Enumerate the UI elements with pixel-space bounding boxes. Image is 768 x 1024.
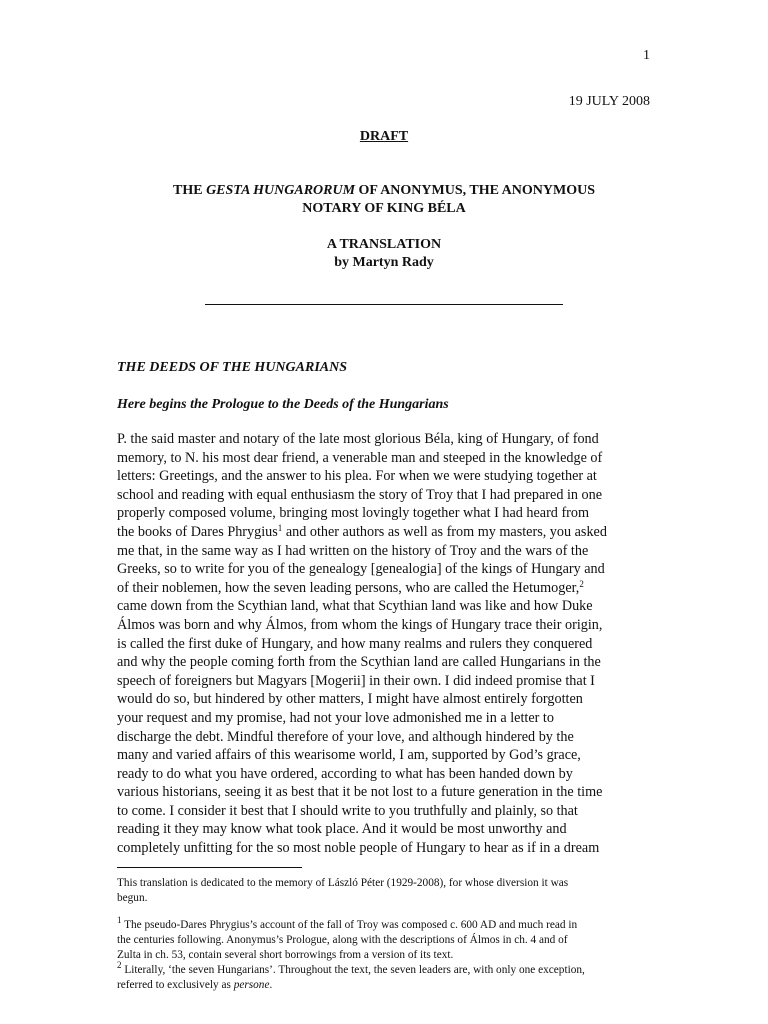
body-line-with-footnote: [117, 579, 653, 598]
footnote-italic-term: persone: [233, 979, 270, 991]
body-line: is called the first duke of Hungary, and how many realms and rulers they conquered: [117, 635, 593, 652]
body-line: Greeks, so to write for you of the genealogy [genealogia] of the kings of Hungary and: [117, 561, 605, 578]
body-line: letters: Greetings, and the answer to his plea. For when we were studying together at: [117, 468, 597, 485]
title-suffix: OF ANONYMUS, THE ANONYMOUS: [355, 183, 596, 198]
body-line: memory, to N. his most dear friend, a venerable man and steeped in the knowledge of: [117, 449, 603, 466]
prologue-heading: Here begins the Prologue to the Deeds of the Hungarians: [117, 397, 449, 412]
document-author: by Martyn Rady: [334, 255, 434, 270]
document-date: 19 JULY 2008: [568, 94, 650, 109]
footnote-line: [117, 978, 657, 993]
body-line: ready to do what you have ordered, according to what has been handed down by: [117, 765, 573, 782]
body-line: your request and my promise, had not your love admonished me in a letter to: [117, 709, 554, 726]
footnote-marker-1: 1: [117, 915, 122, 925]
title-prefix: THE: [172, 183, 207, 198]
footnote-2: [117, 960, 657, 993]
body-line: completely unfitting for the so most noble people of Hungary to hear as if in a dream: [117, 840, 600, 857]
footnote-line: the centuries following. Anonymus’s Prologue, along with the descriptions of Álmos in ch. 4 and of: [117, 934, 568, 946]
section-heading: THE DEEDS OF THE HUNGARIANS: [117, 360, 348, 375]
body-line: Álmos was born and why Álmos, from whom the kings of Hungary trace their origin,: [117, 616, 603, 633]
body-line-part: the books of Dares Phrygius: [117, 523, 278, 540]
body-line: to come. I consider it best that I should write to you truthfully and plainly, so that: [117, 802, 578, 819]
footnote-ref-2[interactable]: 2: [579, 578, 584, 589]
footnote-text: .: [269, 979, 273, 991]
title-divider: [205, 304, 563, 305]
body-line-part: and other authors as well as from my masters, you asked: [282, 523, 607, 540]
body-line-part: of their noblemen, how the seven leading persons, who are called the Hetumoger,: [117, 579, 580, 596]
body-line: reading it they may know what took place. And it would be most unworthy and: [117, 821, 567, 838]
body-line: would do so, but hindered by other matters, I might have almost entirely forgotten: [117, 691, 583, 708]
body-line: school and reading with equal enthusiasm the story of Troy that I had prepared in one: [117, 486, 603, 503]
body-line-with-footnote: [117, 523, 653, 542]
footnote-divider: [117, 867, 302, 868]
footnote-ref-1[interactable]: 1: [277, 522, 283, 533]
body-line: P. the said master and notary of the late most glorious Béla, king of Hungary, of fond: [117, 431, 599, 447]
body-line: me that, in the same way as I had written on the history of Troy and the wars of the: [117, 542, 589, 559]
body-line: discharge the debt. Mindful therefore of your love, and although hindered by the: [117, 728, 574, 745]
title-italic: GESTA HUNGARORUM: [206, 183, 356, 198]
document-title: [0, 182, 768, 200]
footnote-dedication: [117, 876, 657, 906]
body-line: many and varied affairs of this wearisome world, I am, supported by God’s grace,: [117, 747, 581, 764]
body-line: speech of foreigners but Magyars [Mogerii] in their own. I did indeed promise that I: [117, 672, 595, 689]
body-line: various historians, seeing it as best that it be not lost to a future generation in the time: [117, 784, 603, 801]
footnote-line: [117, 915, 657, 933]
body-text: [117, 430, 653, 858]
document-subtitle: A TRANSLATION: [326, 237, 442, 252]
footnote-marker-2: 2: [117, 960, 122, 970]
footnote-line: Zulta in ch. 53, contain several short borrowings from a version of its text.: [117, 949, 454, 961]
footnote-1: [117, 915, 657, 963]
footnote-text: The pseudo-Dares Phrygius’s account of the fall of Troy was composed c. 600 AD and much read in: [121, 919, 578, 931]
footnote-line: This translation is dedicated to the memory of László Péter (1929-2008), for whose diversion it was: [117, 877, 569, 889]
footnote-line: [117, 960, 657, 978]
page-number: 1: [643, 48, 650, 63]
body-line: and why the people coming forth from the Scythian land are called Hungarians in the: [117, 654, 601, 671]
footnote-text: Literally, ‘the seven Hungarians’. Throughout the text, the seven leaders are, with only one exception,: [121, 964, 585, 976]
footnote-line: begun.: [117, 892, 148, 904]
document-title-line2: NOTARY OF KING BÉLA: [302, 201, 466, 216]
draft-label: DRAFT: [359, 129, 409, 144]
footnote-text: referred to exclusively as: [117, 979, 234, 991]
body-line: came down from the Scythian land, what that Scythian land was like and how Duke: [117, 598, 593, 615]
body-line: properly composed volume, bringing most lovingly together what I had heard from: [117, 505, 590, 522]
